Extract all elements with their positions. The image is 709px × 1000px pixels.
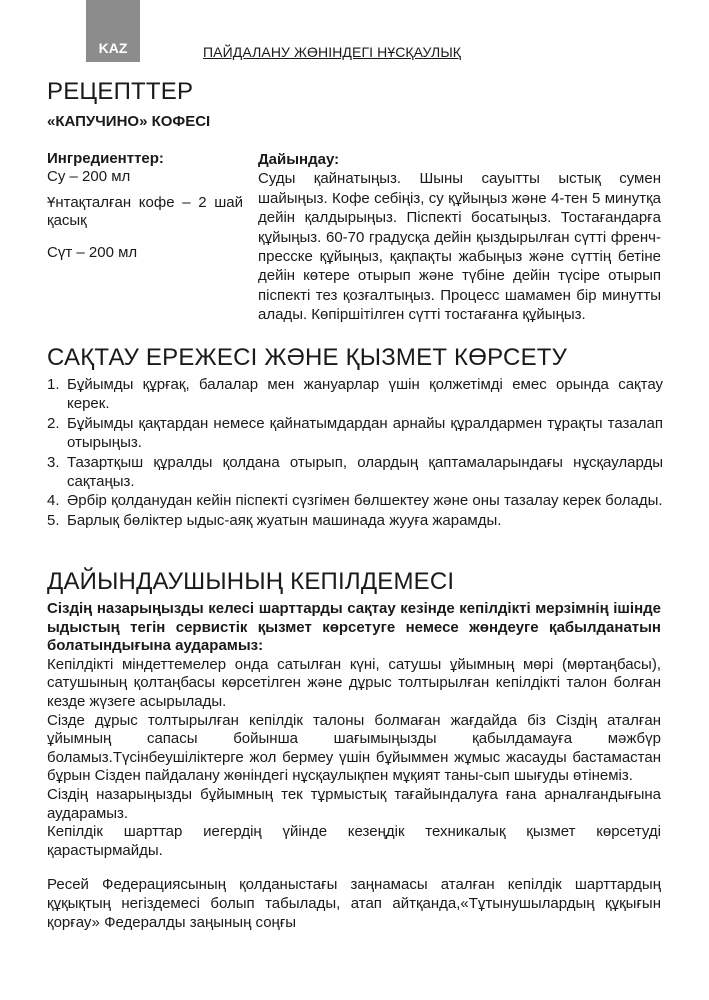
list-item — [47, 453, 663, 492]
list-text: Бұйымды қақтардан немесе қайнатымдардан арнайы құралдармен тұрақты тазалап отырыңыз. — [67, 414, 663, 452]
warranty-intro: Сіздің назарыңызды келесі шарттарды сақтау кезінде кепілдікті мерзімнің ішінде ыдыстың тегін сервистік қызмет көрсетуге немесе жөндеуге қабылданатын болатындығына аударамыз: — [47, 600, 661, 655]
list-number: 5. — [47, 511, 60, 529]
preparation-label: Дайындау: — [258, 151, 340, 168]
ingredient-item: Сүт – 200 мл — [47, 244, 138, 261]
preparation-text: Суды қайнатыңыз. Шыны сауытты ыстық сумен шайыңыз. Кофе себіңіз, су құйыңыз және 4-тен 5 минутқа дейін қалдырыңыз. Піспекті босатыңыз. Тостағандарға құйыңыз. 60-70 градусқа дейін қыздырылған сүтті френч-пресске құйыңыз, қақпақты жабыңыз және сүттің бетіне дейін көтере отырып және түбіне дейін түсіре отырып піспекті тез қозғалтыңыз. Процесс шамамен бір минутты алады. Көпіршітілген сүтті тостағанға құйыңыз. — [258, 170, 661, 324]
list-number: 2. — [47, 414, 60, 432]
manual-title: ПАЙДАЛАНУ ЖӨНІНДЕГІ НҰСҚАУЛЫҚ — [203, 44, 462, 60]
list-number: 3. — [47, 453, 60, 471]
list-text: Барлық бөліктер ыдыс-аяқ жуатын машинада жууға жарамды. — [67, 511, 502, 529]
ingredient-item: Ұнтақталған кофе – 2 шай қасық — [47, 194, 243, 229]
storage-list — [47, 375, 663, 530]
ingredient-item: Су – 200 мл — [47, 168, 131, 185]
ingredients-label: Ингредиенттер: — [47, 150, 164, 167]
preparation-column — [258, 150, 661, 325]
recipes-heading: РЕЦЕПТТЕР — [47, 78, 194, 105]
list-text: Бұйымды құрғақ, балалар мен жануарлар үшін қолжетімді емес орында сақтау керек. — [67, 376, 663, 413]
language-tab — [86, 0, 140, 62]
list-item — [47, 375, 663, 414]
recipe-name: «КАПУЧИНО» КОФЕСІ — [47, 113, 211, 130]
warranty-paragraph: Кепілдік шарттар иегердің үйінде кезеңдік техникалық қызмет көрсетуді қарастырмайды. — [47, 823, 661, 859]
warranty-paragraph: Ресей Федерациясының қолданыстағы заңнамасы аталған кепілдік шарттардың құқықтың негіздемесі болып табылады, атап айтқанда,«Тұтынушылардың құқығын қорғау» Федералды заңының соңғы — [47, 876, 661, 931]
list-item — [47, 491, 663, 510]
list-item — [47, 414, 663, 453]
list-item — [47, 511, 663, 530]
list-number: 4. — [47, 492, 60, 510]
list-number: 1. — [47, 376, 60, 393]
ingredients-column — [47, 150, 243, 262]
warranty-section — [47, 600, 661, 932]
list-text: Тазартқыш құралды қолдана отырып, олардың қаптамаларындағы нұсқауларды сақтаңыз. — [67, 453, 663, 491]
storage-heading: САҚТАУ ЕРЕЖЕСІ ЖӘНЕ ҚЫЗМЕТ КӨРСЕТУ — [47, 344, 568, 371]
language-code: KAZ — [98, 40, 128, 56]
list-text: Әрбір қолданудан кейін піспекті сүзгімен бөлшектеу және оны тазалау керек болады. — [67, 492, 663, 510]
warranty-heading: ДАЙЫНДАУШЫНЫҢ КЕПІЛДЕМЕСІ — [47, 568, 455, 595]
warranty-paragraph: Кепілдікті міндеттемелер онда сатылған күні, сатушы ұйымның мөрі (мөртаңбасы), сатушының қолтаңбасы көрсетілген және дұрыс толтырылған кепілдікті талон болған кезде жүзеге асырылады. — [47, 655, 661, 710]
warranty-paragraph: Сізде дұрыс толтырылған кепілдік талоны болмаған жағдайда біз Сіздің аталған ұйымның сапасы бойынша шағымыңызды қабылдамауға мәжбүр боламыз.Түсінбеушіліктерге жол бермеу үшін бұйыммен жұмыс жасауды бастамастан бұрын Сізден пайдалану жөніндегі нұсқаулықпен мұқият таны-сып шығуды өтінеміз. — [47, 711, 661, 785]
warranty-paragraph: Сіздің назарыңызды бұйымның тек тұрмыстық тағайындалуға ғана арналғандығына аударамыз. — [47, 785, 661, 822]
